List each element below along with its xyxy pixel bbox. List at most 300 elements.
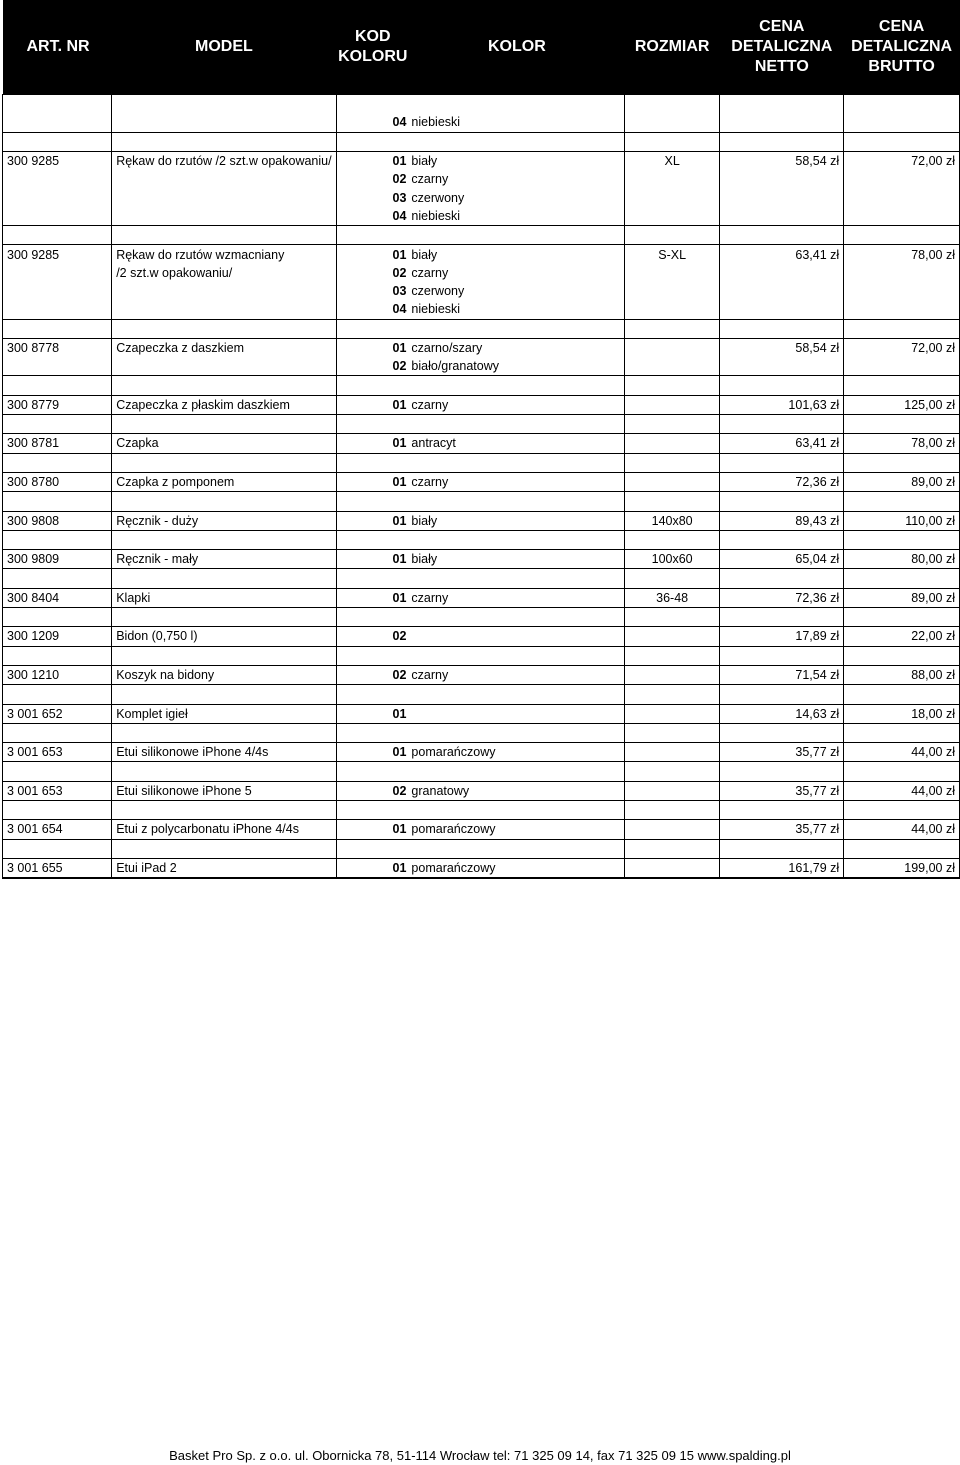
- color-code-cell: 04: [336, 207, 409, 226]
- size-cell: [624, 858, 720, 878]
- model-cell: Czapka z pomponem: [112, 472, 336, 491]
- empty-cell: [844, 569, 960, 588]
- empty-cell: [409, 569, 624, 588]
- color-name-cell: biały: [409, 245, 624, 264]
- table-row: [3, 704, 960, 723]
- model-cell: Czapeczka z płaskim daszkiem: [112, 395, 336, 414]
- price-netto-cell: 63,41 zł: [720, 434, 844, 453]
- empty-cell: [336, 608, 409, 627]
- art-nr-cell: [3, 188, 112, 206]
- price-brutto-cell: [844, 357, 960, 376]
- size-cell: [624, 170, 720, 188]
- price-netto-cell: [720, 357, 844, 376]
- empty-cell: [844, 530, 960, 549]
- empty-cell: [624, 608, 720, 627]
- empty-cell: [624, 226, 720, 245]
- separator-row: [3, 226, 960, 245]
- table-row: [3, 434, 960, 453]
- size-cell: [624, 395, 720, 414]
- empty-cell: [624, 569, 720, 588]
- separator-row: [3, 646, 960, 665]
- empty-cell: [844, 376, 960, 395]
- price-brutto-cell: 89,00 zł: [844, 472, 960, 491]
- empty-cell: [3, 685, 112, 704]
- empty-cell: [844, 800, 960, 819]
- color-name-cell: biały: [409, 511, 624, 530]
- table-row: [3, 395, 960, 414]
- price-brutto-cell: 18,00 zł: [844, 704, 960, 723]
- color-code-cell: 01: [336, 434, 409, 453]
- model-cell: Rękaw do rzutów wzmacniany: [112, 245, 336, 264]
- table-row: [3, 627, 960, 646]
- model-cell: Ręcznik - mały: [112, 550, 336, 569]
- empty-cell: [409, 839, 624, 858]
- table-row: [3, 511, 960, 530]
- price-brutto-cell: 89,00 zł: [844, 588, 960, 607]
- empty-cell: [844, 608, 960, 627]
- color-name-cell: biało/granatowy: [409, 357, 624, 376]
- empty-cell: [624, 685, 720, 704]
- separator-row: [3, 608, 960, 627]
- empty-cell: [844, 319, 960, 338]
- empty-cell: [112, 569, 336, 588]
- empty-cell: [112, 762, 336, 781]
- price-brutto-cell: 125,00 zł: [844, 395, 960, 414]
- model-cell: Etui silikonowe iPhone 5: [112, 781, 336, 800]
- empty-cell: [720, 608, 844, 627]
- model-cell: [112, 207, 336, 226]
- art-nr-cell: [3, 357, 112, 376]
- size-cell: XL: [624, 151, 720, 170]
- size-cell: [624, 743, 720, 762]
- price-brutto-cell: 199,00 zł: [844, 858, 960, 878]
- model-cell: Etui iPad 2: [112, 858, 336, 878]
- header-kod-koloru: KOD KOLORU: [336, 0, 409, 95]
- empty-cell: [336, 685, 409, 704]
- price-brutto-cell: 80,00 zł: [844, 550, 960, 569]
- empty-cell: [624, 132, 720, 151]
- empty-cell: [720, 685, 844, 704]
- art-nr-cell: 300 8778: [3, 338, 112, 357]
- model-cell: Klapki: [112, 588, 336, 607]
- empty-cell: [3, 723, 112, 742]
- separator-row: [3, 376, 960, 395]
- empty-cell: [720, 723, 844, 742]
- empty-cell: [112, 800, 336, 819]
- color-code-cell: 01: [336, 588, 409, 607]
- size-cell: 140x80: [624, 511, 720, 530]
- empty-cell: [409, 453, 624, 472]
- price-brutto-cell: [844, 113, 960, 132]
- art-nr-cell: [3, 170, 112, 188]
- price-netto-cell: [720, 188, 844, 206]
- size-cell: [624, 357, 720, 376]
- empty-cell: [112, 608, 336, 627]
- empty-cell: [720, 800, 844, 819]
- empty-cell: [3, 839, 112, 858]
- empty-cell: [624, 415, 720, 434]
- empty-cell: [409, 319, 624, 338]
- price-netto-cell: 58,54 zł: [720, 338, 844, 357]
- table-row: [3, 170, 960, 188]
- size-cell: [624, 434, 720, 453]
- table-row: [3, 338, 960, 357]
- empty-cell: [409, 95, 624, 114]
- size-cell: [624, 264, 720, 282]
- empty-cell: [112, 132, 336, 151]
- color-name-cell: biały: [409, 550, 624, 569]
- size-cell: [624, 820, 720, 839]
- model-cell: Etui z polycarbonatu iPhone 4/4s: [112, 820, 336, 839]
- price-netto-cell: 17,89 zł: [720, 627, 844, 646]
- header-model: MODEL: [112, 0, 336, 95]
- price-netto-cell: [720, 264, 844, 282]
- model-cell: Ręcznik - duży: [112, 511, 336, 530]
- empty-cell: [720, 839, 844, 858]
- table-row: [3, 781, 960, 800]
- table-row: [3, 820, 960, 839]
- color-name-cell: czerwony: [409, 188, 624, 206]
- empty-cell: [844, 492, 960, 511]
- price-brutto-cell: 44,00 zł: [844, 743, 960, 762]
- empty-cell: [624, 376, 720, 395]
- price-brutto-cell: 88,00 zł: [844, 665, 960, 684]
- size-cell: [624, 704, 720, 723]
- table-row: [3, 665, 960, 684]
- color-code-cell: 01: [336, 338, 409, 357]
- empty-cell: [3, 569, 112, 588]
- empty-cell: [3, 132, 112, 151]
- empty-cell: [409, 762, 624, 781]
- empty-cell: [844, 723, 960, 742]
- color-name-cell: niebieski: [409, 207, 624, 226]
- color-name-cell: [409, 627, 624, 646]
- empty-cell: [409, 415, 624, 434]
- model-cell: [112, 357, 336, 376]
- empty-cell: [3, 226, 112, 245]
- size-cell: [624, 627, 720, 646]
- color-name-cell: [409, 704, 624, 723]
- size-cell: [624, 665, 720, 684]
- empty-cell: [336, 319, 409, 338]
- empty-cell: [624, 839, 720, 858]
- empty-cell: [720, 569, 844, 588]
- price-brutto-cell: 72,00 zł: [844, 151, 960, 170]
- art-nr-cell: [3, 113, 112, 132]
- art-nr-cell: 300 8780: [3, 472, 112, 491]
- table-row: [3, 207, 960, 226]
- empty-cell: [624, 800, 720, 819]
- empty-cell: [844, 646, 960, 665]
- empty-cell: [720, 132, 844, 151]
- price-netto-cell: 58,54 zł: [720, 151, 844, 170]
- separator-row: [3, 415, 960, 434]
- empty-cell: [336, 646, 409, 665]
- art-nr-cell: 3 001 655: [3, 858, 112, 878]
- color-code-cell: 03: [336, 282, 409, 300]
- model-cell: [112, 300, 336, 319]
- empty-cell: [409, 376, 624, 395]
- separator-row: [3, 685, 960, 704]
- separator-row: [3, 319, 960, 338]
- empty-cell: [3, 453, 112, 472]
- color-code-cell: 02: [336, 627, 409, 646]
- header-cena-netto: CENA DETALICZNA NETTO: [720, 0, 844, 95]
- price-brutto-cell: [844, 264, 960, 282]
- table-row: [3, 188, 960, 206]
- empty-cell: [336, 569, 409, 588]
- art-nr-cell: 3 001 653: [3, 743, 112, 762]
- empty-cell: [844, 685, 960, 704]
- art-nr-cell: 300 8781: [3, 434, 112, 453]
- color-code-cell: 01: [336, 858, 409, 878]
- price-netto-cell: 35,77 zł: [720, 781, 844, 800]
- table-row: [3, 264, 960, 282]
- art-nr-cell: 300 9285: [3, 151, 112, 170]
- empty-cell: [3, 376, 112, 395]
- price-netto-cell: 89,43 zł: [720, 511, 844, 530]
- table-row: [3, 858, 960, 878]
- table-row: [3, 151, 960, 170]
- header-cena-brutto: CENA DETALICZNA BRUTTO: [844, 0, 960, 95]
- size-cell: [624, 282, 720, 300]
- table-row: [3, 550, 960, 569]
- empty-cell: [624, 95, 720, 114]
- color-name-cell: czarny: [409, 588, 624, 607]
- empty-cell: [624, 646, 720, 665]
- table-body: [3, 95, 960, 879]
- empty-cell: [336, 762, 409, 781]
- price-netto-cell: 14,63 zł: [720, 704, 844, 723]
- color-code-cell: 02: [336, 781, 409, 800]
- empty-cell: [720, 319, 844, 338]
- art-nr-cell: 300 9285: [3, 245, 112, 264]
- empty-cell: [720, 415, 844, 434]
- empty-cell: [624, 723, 720, 742]
- color-name-cell: granatowy: [409, 781, 624, 800]
- color-name-cell: czarny: [409, 665, 624, 684]
- price-netto-cell: 72,36 zł: [720, 588, 844, 607]
- separator-row: [3, 492, 960, 511]
- color-name-cell: czarny: [409, 472, 624, 491]
- empty-cell: [3, 608, 112, 627]
- table-row: [3, 357, 960, 376]
- price-netto-cell: 161,79 zł: [720, 858, 844, 878]
- empty-cell: [112, 685, 336, 704]
- color-name-cell: czarny: [409, 264, 624, 282]
- color-code-cell: 01: [336, 245, 409, 264]
- color-code-cell: 01: [336, 151, 409, 170]
- empty-cell: [409, 646, 624, 665]
- empty-cell: [3, 762, 112, 781]
- price-netto-cell: [720, 300, 844, 319]
- price-brutto-cell: [844, 282, 960, 300]
- art-nr-cell: 300 8404: [3, 588, 112, 607]
- price-brutto-cell: 110,00 zł: [844, 511, 960, 530]
- empty-cell: [336, 415, 409, 434]
- header-row: [3, 0, 960, 95]
- model-cell: Czapeczka z daszkiem: [112, 338, 336, 357]
- color-code-cell: 02: [336, 665, 409, 684]
- empty-cell: [336, 226, 409, 245]
- empty-cell: [844, 132, 960, 151]
- price-brutto-cell: 44,00 zł: [844, 820, 960, 839]
- price-netto-cell: 101,63 zł: [720, 395, 844, 414]
- price-netto-cell: [720, 207, 844, 226]
- empty-cell: [3, 492, 112, 511]
- empty-cell: [720, 646, 844, 665]
- price-netto-cell: 35,77 zł: [720, 820, 844, 839]
- empty-cell: [409, 685, 624, 704]
- price-brutto-cell: [844, 188, 960, 206]
- separator-row: [3, 530, 960, 549]
- empty-cell: [3, 800, 112, 819]
- empty-cell: [112, 376, 336, 395]
- empty-cell: [844, 453, 960, 472]
- table-row: [3, 113, 960, 132]
- empty-cell: [3, 95, 112, 114]
- separator-row: [3, 132, 960, 151]
- empty-cell: [720, 492, 844, 511]
- separator-row: [3, 762, 960, 781]
- empty-cell: [624, 492, 720, 511]
- empty-cell: [720, 762, 844, 781]
- empty-cell: [624, 319, 720, 338]
- art-nr-cell: 300 9808: [3, 511, 112, 530]
- empty-cell: [112, 95, 336, 114]
- color-name-cell: pomarańczowy: [409, 858, 624, 878]
- empty-cell: [112, 319, 336, 338]
- header-art-nr: ART. NR: [3, 0, 112, 95]
- price-brutto-cell: 78,00 zł: [844, 245, 960, 264]
- empty-cell: [336, 839, 409, 858]
- model-cell: [112, 188, 336, 206]
- color-code-cell: 01: [336, 511, 409, 530]
- size-cell: [624, 188, 720, 206]
- art-nr-cell: 300 1210: [3, 665, 112, 684]
- price-brutto-cell: 72,00 zł: [844, 338, 960, 357]
- color-code-cell: 01: [336, 472, 409, 491]
- size-cell: 100x60: [624, 550, 720, 569]
- model-cell: Etui silikonowe iPhone 4/4s: [112, 743, 336, 762]
- empty-cell: [3, 319, 112, 338]
- price-brutto-cell: [844, 300, 960, 319]
- empty-cell: [336, 453, 409, 472]
- color-code-cell: 01: [336, 395, 409, 414]
- color-code-cell: 01: [336, 704, 409, 723]
- empty-cell: [409, 530, 624, 549]
- empty-cell: [112, 453, 336, 472]
- art-nr-cell: 300 9809: [3, 550, 112, 569]
- empty-cell: [844, 226, 960, 245]
- empty-cell: [720, 95, 844, 114]
- price-netto-cell: [720, 113, 844, 132]
- size-cell: [624, 781, 720, 800]
- table-row: [3, 588, 960, 607]
- empty-cell: [844, 415, 960, 434]
- empty-cell: [3, 415, 112, 434]
- color-name-cell: czerwony: [409, 282, 624, 300]
- empty-cell: [409, 608, 624, 627]
- empty-cell: [624, 762, 720, 781]
- price-brutto-cell: 44,00 zł: [844, 781, 960, 800]
- price-list-table: [2, 0, 960, 879]
- empty-cell: [336, 376, 409, 395]
- price-brutto-cell: 78,00 zł: [844, 434, 960, 453]
- model-cell: Rękaw do rzutów /2 szt.w opakowaniu/: [112, 151, 336, 170]
- empty-cell: [720, 530, 844, 549]
- separator-row: [3, 723, 960, 742]
- color-code-cell: 01: [336, 820, 409, 839]
- empty-cell: [336, 95, 409, 114]
- empty-cell: [844, 762, 960, 781]
- empty-cell: [336, 492, 409, 511]
- model-cell: [112, 170, 336, 188]
- model-cell: Czapka: [112, 434, 336, 453]
- price-netto-cell: 72,36 zł: [720, 472, 844, 491]
- art-nr-cell: [3, 264, 112, 282]
- art-nr-cell: 3 001 653: [3, 781, 112, 800]
- empty-cell: [336, 530, 409, 549]
- price-netto-cell: [720, 170, 844, 188]
- separator-row: [3, 453, 960, 472]
- color-name-cell: czarny: [409, 170, 624, 188]
- color-code-cell: 02: [336, 357, 409, 376]
- art-nr-cell: 3 001 652: [3, 704, 112, 723]
- empty-cell: [844, 95, 960, 114]
- color-name-cell: pomarańczowy: [409, 743, 624, 762]
- model-cell: [112, 282, 336, 300]
- price-netto-cell: [720, 282, 844, 300]
- size-cell: [624, 300, 720, 319]
- empty-cell: [112, 646, 336, 665]
- empty-cell: [409, 226, 624, 245]
- color-code-cell: 04: [336, 300, 409, 319]
- color-name-cell: antracyt: [409, 434, 624, 453]
- empty-cell: [112, 530, 336, 549]
- empty-cell: [720, 453, 844, 472]
- empty-cell: [3, 530, 112, 549]
- empty-cell: [409, 723, 624, 742]
- empty-cell: [112, 723, 336, 742]
- empty-cell: [336, 723, 409, 742]
- separator-row: [3, 800, 960, 819]
- empty-cell: [844, 839, 960, 858]
- color-name-cell: czarno/szary: [409, 338, 624, 357]
- color-name-cell: czarny: [409, 395, 624, 414]
- spacer-row: [3, 95, 960, 114]
- size-cell: 36-48: [624, 588, 720, 607]
- color-code-cell: 04: [336, 113, 409, 132]
- empty-cell: [112, 226, 336, 245]
- footer-company-info: Basket Pro Sp. z o.o. ul. Obornicka 78, 51-114 Wrocław tel: 71 325 09 14, fax 71 325 09 15 www.spalding.pl: [169, 1448, 791, 1463]
- color-code-cell: 01: [336, 550, 409, 569]
- table-row: [3, 743, 960, 762]
- color-name-cell: pomarańczowy: [409, 820, 624, 839]
- color-code-cell: 03: [336, 188, 409, 206]
- size-cell: S-XL: [624, 245, 720, 264]
- empty-cell: [624, 530, 720, 549]
- price-brutto-cell: [844, 207, 960, 226]
- size-cell: [624, 113, 720, 132]
- size-cell: [624, 472, 720, 491]
- model-cell: /2 szt.w opakowaniu/: [112, 264, 336, 282]
- empty-cell: [409, 132, 624, 151]
- color-name-cell: niebieski: [409, 113, 624, 132]
- table-row: [3, 282, 960, 300]
- price-brutto-cell: 22,00 zł: [844, 627, 960, 646]
- color-code-cell: 02: [336, 264, 409, 282]
